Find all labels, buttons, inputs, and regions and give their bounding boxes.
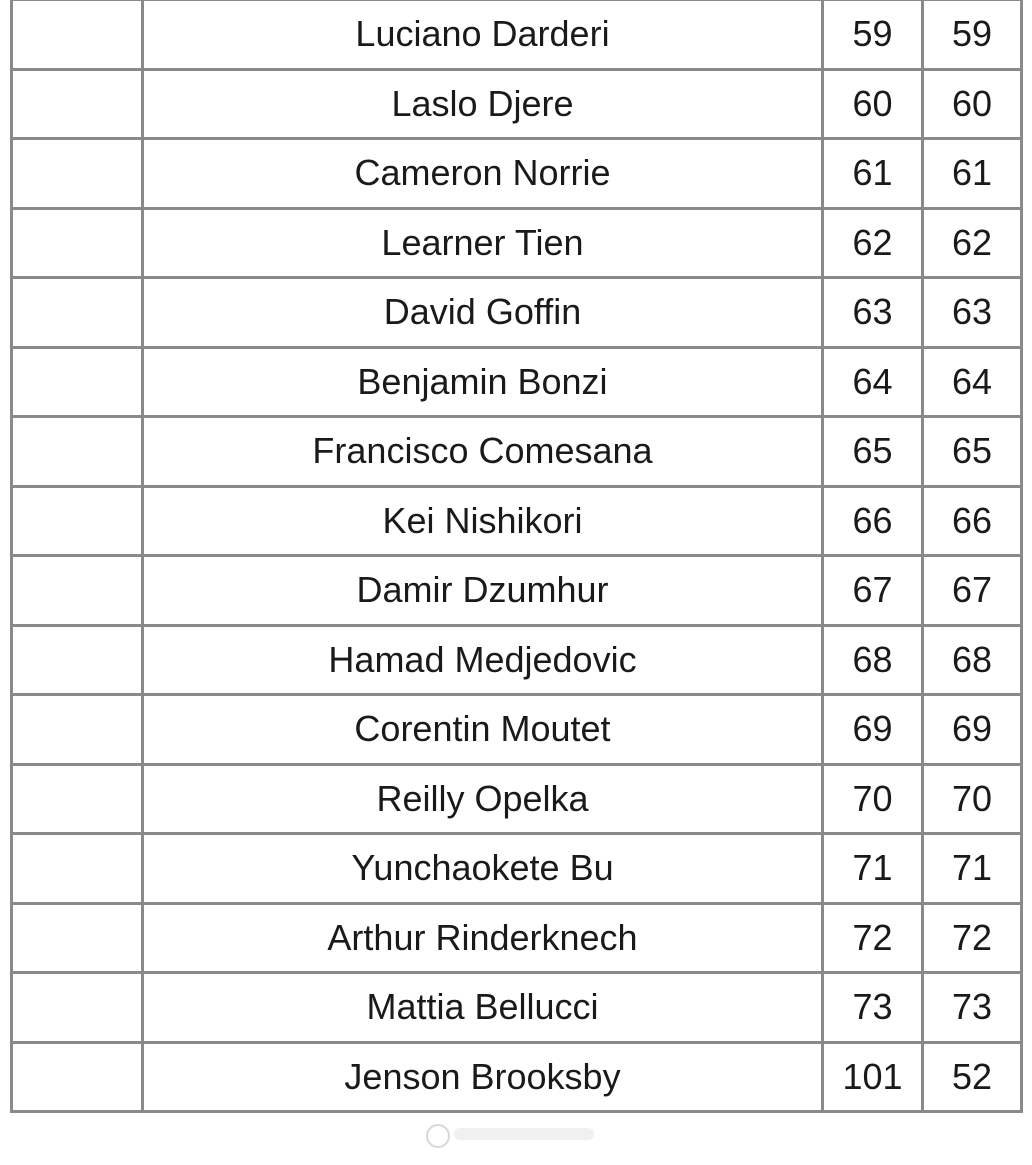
table-row <box>12 208 1022 278</box>
player-name-cell[interactable]: David Goffin <box>143 278 823 348</box>
player-name-cell[interactable]: Yunchaokete Bu <box>143 834 823 904</box>
blank-cell[interactable] <box>12 208 143 278</box>
ranking-cell-1[interactable]: 66 <box>823 486 923 556</box>
watermark-overlay <box>418 1117 598 1151</box>
ranking-cell-2[interactable]: 69 <box>923 695 1022 765</box>
ranking-cell-2[interactable]: 68 <box>923 625 1022 695</box>
player-name-cell[interactable]: Jenson Brooksby <box>143 1042 823 1112</box>
player-name-cell[interactable]: Arthur Rinderknech <box>143 903 823 973</box>
player-name-cell[interactable]: Cameron Norrie <box>143 139 823 209</box>
ranking-cell-2[interactable]: 73 <box>923 973 1022 1043</box>
ranking-cell-1[interactable]: 60 <box>823 69 923 139</box>
ranking-cell-1[interactable]: 69 <box>823 695 923 765</box>
ranking-cell-1[interactable]: 65 <box>823 417 923 487</box>
table-row <box>12 973 1022 1043</box>
ranking-cell-1[interactable]: 67 <box>823 556 923 626</box>
ranking-cell-2[interactable]: 62 <box>923 208 1022 278</box>
ranking-cell-2[interactable]: 60 <box>923 69 1022 139</box>
ranking-cell-1[interactable]: 72 <box>823 903 923 973</box>
ranking-cell-2[interactable]: 71 <box>923 834 1022 904</box>
ranking-table <box>10 0 1023 1113</box>
table-row <box>12 486 1022 556</box>
ranking-cell-2[interactable]: 67 <box>923 556 1022 626</box>
ranking-cell-1[interactable]: 64 <box>823 347 923 417</box>
player-name-cell[interactable]: Reilly Opelka <box>143 764 823 834</box>
watermark-bar <box>454 1128 594 1140</box>
table-row <box>12 625 1022 695</box>
table-row <box>12 834 1022 904</box>
blank-cell[interactable] <box>12 139 143 209</box>
ranking-cell-1[interactable]: 70 <box>823 764 923 834</box>
table-row <box>12 556 1022 626</box>
player-name-cell[interactable]: Corentin Moutet <box>143 695 823 765</box>
player-name-cell[interactable]: Mattia Bellucci <box>143 973 823 1043</box>
watermark-logo-icon <box>426 1124 450 1148</box>
blank-cell[interactable] <box>12 556 143 626</box>
ranking-cell-2[interactable]: 64 <box>923 347 1022 417</box>
blank-cell[interactable] <box>12 278 143 348</box>
blank-cell[interactable] <box>12 834 143 904</box>
player-name-cell[interactable]: Luciano Darderi <box>143 0 823 69</box>
ranking-cell-2[interactable]: 70 <box>923 764 1022 834</box>
ranking-cell-2[interactable]: 61 <box>923 139 1022 209</box>
blank-cell[interactable] <box>12 695 143 765</box>
table-row <box>12 1042 1022 1112</box>
ranking-cell-1[interactable]: 62 <box>823 208 923 278</box>
blank-cell[interactable] <box>12 1042 143 1112</box>
ranking-cell-2[interactable]: 66 <box>923 486 1022 556</box>
blank-cell[interactable] <box>12 417 143 487</box>
blank-cell[interactable] <box>12 903 143 973</box>
ranking-cell-2[interactable]: 63 <box>923 278 1022 348</box>
table-row <box>12 417 1022 487</box>
player-name-cell[interactable]: Francisco Comesana <box>143 417 823 487</box>
table-row <box>12 764 1022 834</box>
table-row <box>12 347 1022 417</box>
blank-cell[interactable] <box>12 347 143 417</box>
blank-cell[interactable] <box>12 973 143 1043</box>
blank-cell[interactable] <box>12 69 143 139</box>
ranking-cell-1[interactable]: 59 <box>823 0 923 69</box>
ranking-cell-1[interactable]: 63 <box>823 278 923 348</box>
table-row <box>12 903 1022 973</box>
ranking-cell-2[interactable]: 59 <box>923 0 1022 69</box>
ranking-cell-1[interactable]: 68 <box>823 625 923 695</box>
ranking-cell-1[interactable]: 61 <box>823 139 923 209</box>
player-name-cell[interactable]: Learner Tien <box>143 208 823 278</box>
blank-cell[interactable] <box>12 486 143 556</box>
table-row <box>12 139 1022 209</box>
ranking-cell-2[interactable]: 65 <box>923 417 1022 487</box>
player-name-cell[interactable]: Kei Nishikori <box>143 486 823 556</box>
table-row <box>12 0 1022 69</box>
table-row <box>12 278 1022 348</box>
table-row <box>12 69 1022 139</box>
blank-cell[interactable] <box>12 764 143 834</box>
ranking-cell-1[interactable]: 71 <box>823 834 923 904</box>
table-row <box>12 695 1022 765</box>
ranking-cell-2[interactable]: 52 <box>923 1042 1022 1112</box>
player-name-cell[interactable]: Hamad Medjedovic <box>143 625 823 695</box>
player-name-cell[interactable]: Damir Dzumhur <box>143 556 823 626</box>
player-name-cell[interactable]: Laslo Djere <box>143 69 823 139</box>
ranking-cell-2[interactable]: 72 <box>923 903 1022 973</box>
ranking-cell-1[interactable]: 101 <box>823 1042 923 1112</box>
blank-cell[interactable] <box>12 625 143 695</box>
ranking-cell-1[interactable]: 73 <box>823 973 923 1043</box>
blank-cell[interactable] <box>12 0 143 69</box>
player-name-cell[interactable]: Benjamin Bonzi <box>143 347 823 417</box>
